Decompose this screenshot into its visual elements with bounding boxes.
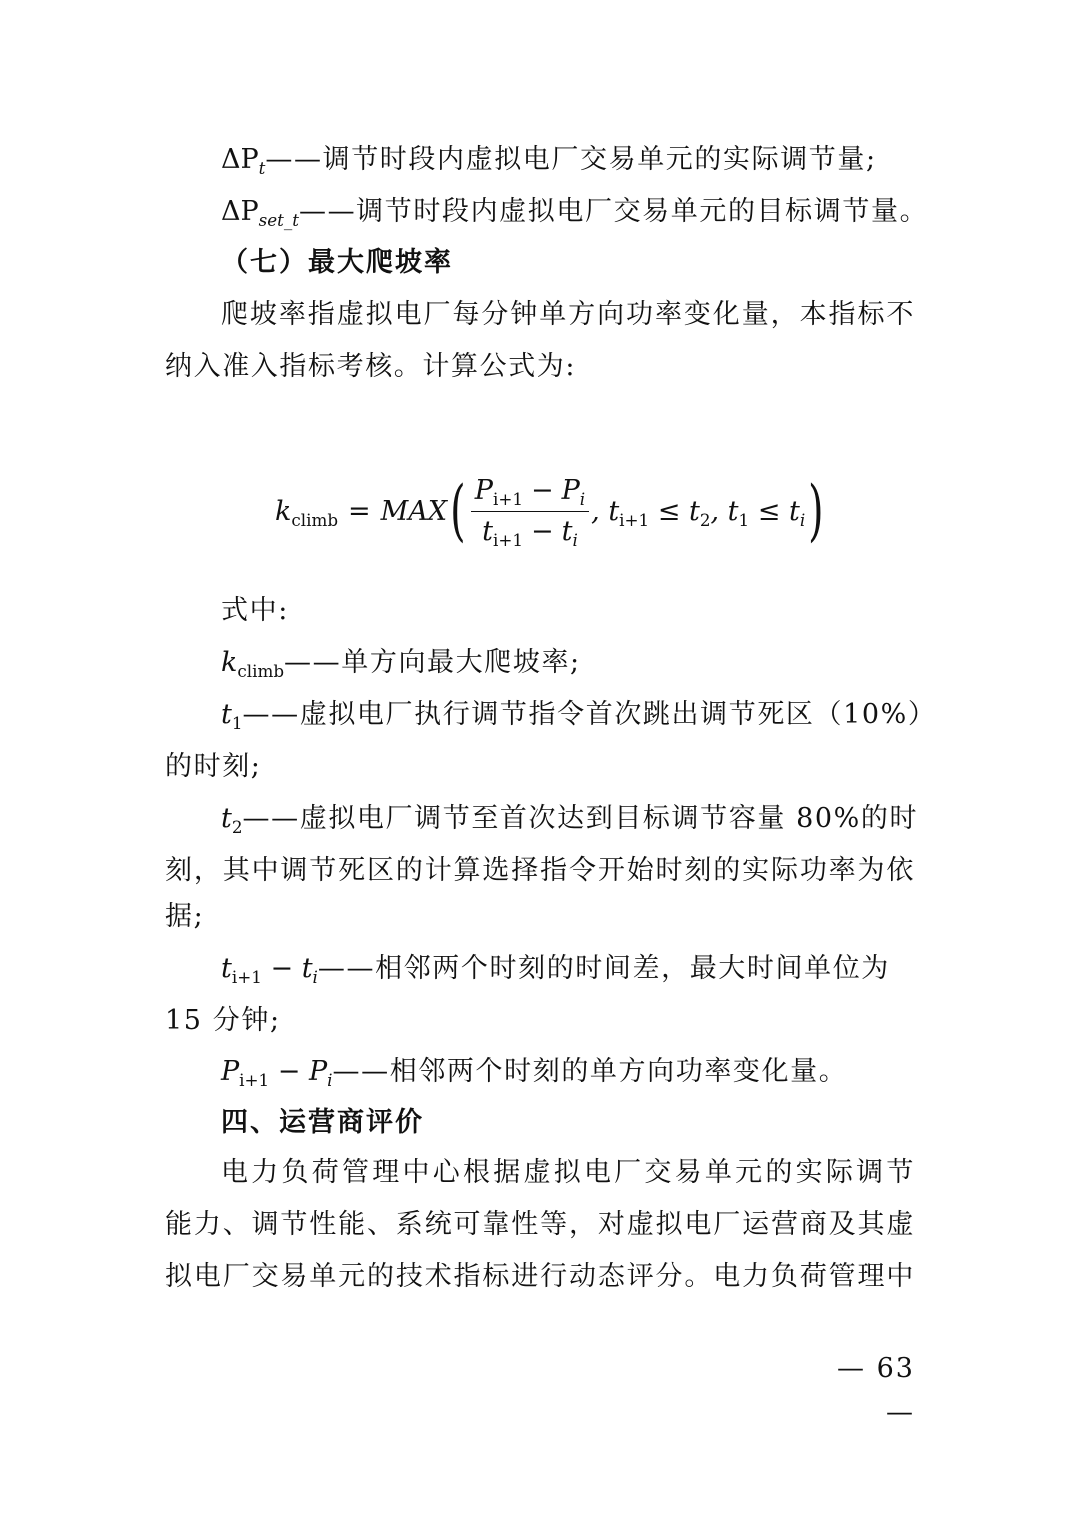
right-paren: ) (808, 472, 824, 549)
definition-t1 (221, 693, 937, 737)
definition-text: ——相邻两个时刻的单方向功率变化量。 (332, 1056, 848, 1087)
where-label: 式中: (221, 595, 289, 626)
paragraph-line: 的时刻; (165, 751, 262, 782)
formula-function: MAX (380, 495, 448, 527)
ramp-rate-formula (275, 468, 835, 554)
definition-text: ——调节时段内虚拟电厂交易单元的目标调节量。 (298, 196, 929, 227)
definition-k-climb (221, 641, 915, 685)
definition-time-difference (221, 947, 915, 991)
definition-t2 (221, 797, 919, 841)
symbol: $\Delta P_t$ (221, 144, 266, 178)
formula-lhs: $k_{climb}$ (275, 495, 339, 530)
definition-power-difference (221, 1050, 915, 1094)
paragraph-line: 能力、调节性能、系统可靠性等，对虚拟电厂运营商及其虚 (165, 1209, 915, 1240)
formula-equals: = (348, 495, 371, 527)
section-heading-max-ramp-rate: （七）最大爬坡率 (221, 247, 453, 278)
paragraph-line: 爬坡率指虚拟电厂每分钟单方向功率变化量，本指标不 (221, 299, 915, 330)
definition-text: ——虚拟电厂执行调节指令首次跳出调节死区（10%） (242, 699, 937, 730)
fraction-denominator: $t_{i+1} - t_i$ (482, 515, 578, 550)
definition-delta-p-set-t (221, 190, 929, 234)
paragraph-line: 电力负荷管理中心根据虚拟电厂交易单元的实际调节 (221, 1157, 915, 1188)
symbol: $t_{i+1} - t_i$ (221, 953, 318, 987)
paragraph-line: 据; (165, 901, 205, 932)
left-paren: ( (450, 472, 466, 549)
symbol: $\Delta P_{set\_t}$ (221, 196, 299, 230)
page-number: — 63 — (837, 1353, 915, 1428)
definition-text: ——单方向最大爬坡率; (284, 647, 581, 678)
definition-delta-p-t (221, 138, 915, 182)
definition-text: ——相邻两个时刻的时间差，最大时间单位为 (317, 953, 890, 984)
symbol: $k_{climb}$ (221, 647, 285, 681)
definition-text: ——调节时段内虚拟电厂交易单元的实际调节量; (265, 144, 877, 175)
paragraph-line: 纳入准入指标考核。计算公式为: (165, 351, 577, 382)
fraction-numerator: $P_{i+1} - P_i$ (471, 474, 589, 512)
formula-conditions: , $t_{i+1} \le t_2$, $t_1 \le t_i$ (591, 495, 806, 530)
symbol: $P_{i+1} - P_i$ (221, 1056, 333, 1090)
paragraph-line: 刻，其中调节死区的计算选择指令开始时刻的实际功率为依 (165, 855, 915, 886)
paragraph-line: 15 分钟; (165, 1005, 281, 1036)
symbol: $t_1$ (221, 699, 243, 733)
formula-fraction (471, 474, 589, 549)
paragraph-line: 拟电厂交易单元的技术指标进行动态评分。电力负荷管理中 (165, 1261, 915, 1292)
definition-text: ——虚拟电厂调节至首次达到目标调节容量 80%的时 (242, 803, 919, 834)
section-heading-operator-evaluation: 四、运营商评价 (221, 1107, 424, 1138)
symbol: $t_2$ (221, 803, 243, 837)
